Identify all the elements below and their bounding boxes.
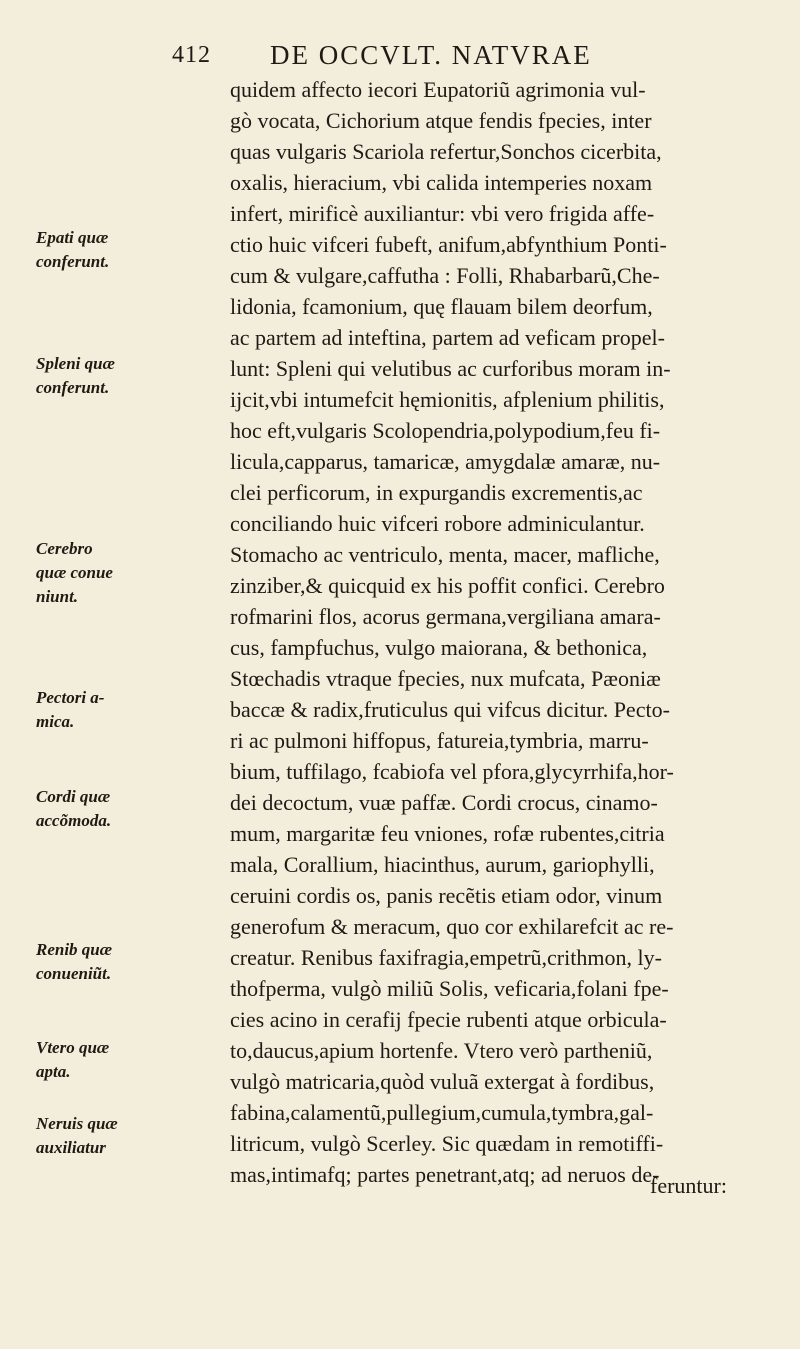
margin-note-line: Cordi quæ bbox=[36, 787, 111, 806]
page-number: 412 bbox=[172, 42, 211, 68]
text-line: mas,intimafq; partes penetrant,atq; ad neruos de- bbox=[230, 1162, 660, 1187]
text-line: quidem affecto iecori Eupatoriũ agrimonia vul- bbox=[230, 77, 646, 102]
margin-note-line: apta. bbox=[36, 1062, 71, 1081]
margin-note-line: quæ conue bbox=[36, 563, 113, 582]
text-line: generofum & meracum, quo cor exhilarefcit ac re- bbox=[230, 914, 674, 939]
text-line: mum, margaritæ feu vniones, rofæ rubentes,citria bbox=[230, 821, 665, 846]
text-line: litricum, vulgò Scerley. Sic quædam in remotiffi- bbox=[230, 1131, 664, 1156]
text-line: quas vulgaris Scariola refertur,Sonchos cicerbita, bbox=[230, 139, 662, 164]
text-line: zinziber,& quicquid ex his poffit confici. Cerebro bbox=[230, 573, 665, 598]
margin-note-line: conferunt. bbox=[36, 378, 110, 397]
text-line: bium, tuffilago, fcabiofa vel pfora,glycyrrhifa,hor- bbox=[230, 759, 674, 784]
margin-note-line: auxiliatur bbox=[36, 1138, 106, 1157]
margin-note-epati bbox=[36, 226, 176, 274]
text-line: clei perficorum, in expurgandis excrementis,ac bbox=[230, 480, 643, 505]
margin-note-cordi bbox=[36, 785, 176, 833]
text-line: thofperma, vulgò miliũ Solis, veficaria,folani fpe- bbox=[230, 976, 669, 1001]
text-line: ceruini cordis os, panis recẽtis etiam odor, vinum bbox=[230, 883, 663, 908]
text-line: lidonia, fcamonium, quę flauam bilem deorfum, bbox=[230, 294, 653, 319]
margin-note-pectori bbox=[36, 686, 176, 734]
text-line: dei decoctum, vuæ paffæ. Cordi crocus, cinamo- bbox=[230, 790, 658, 815]
text-line: cum & vulgare,caffutha : Folli, Rhabarbarũ,Che- bbox=[230, 263, 660, 288]
text-line: lunt: Spleni qui velutibus ac curforibus moram in- bbox=[230, 356, 671, 381]
text-line: ctio huic vifceri fubeft, anifum,abfynthium Ponti- bbox=[230, 232, 667, 257]
text-line: to,daucus,apium hortenfe. Vtero verò partheniũ, bbox=[230, 1038, 653, 1063]
margin-note-line: Cerebro bbox=[36, 539, 93, 558]
text-line: ac partem ad inteftina, partem ad veficam propel- bbox=[230, 325, 665, 350]
text-line: ri ac pulmoni hiffopus, fatureia,tymbria, marru- bbox=[230, 728, 649, 753]
margin-note-renib bbox=[36, 938, 176, 986]
text-line: rofmarini flos, acorus germana,vergiliana amara- bbox=[230, 604, 661, 629]
margin-note-cerebro bbox=[36, 537, 176, 609]
text-line: hoc eft,vulgaris Scolopendria,polypodium,feu fi- bbox=[230, 418, 661, 443]
margin-note-neruis bbox=[36, 1112, 176, 1160]
text-line: oxalis, hieracium, vbi calida intemperies noxam bbox=[230, 170, 653, 195]
margin-note-line: conueniũt. bbox=[36, 964, 112, 983]
text-line: cus, fampfuchus, vulgo maiorana, & bethonica, bbox=[230, 635, 648, 660]
margin-note-line: Pectori a- bbox=[36, 688, 105, 707]
text-line: vulgò matricaria,quòd vuluã extergat à fordibus, bbox=[230, 1069, 655, 1094]
text-line: conciliando huic vifceri robore adminiculantur. bbox=[230, 511, 645, 536]
margin-note-spleni bbox=[36, 352, 176, 400]
text-line: gò vocata, Cichorium atque fendis fpecies, inter bbox=[230, 108, 652, 133]
margin-note-line: niunt. bbox=[36, 587, 79, 606]
text-line: Stomacho ac ventriculo, menta, macer, mafliche, bbox=[230, 542, 660, 567]
running-title: DE OCCVLT. NATVRAE bbox=[270, 40, 592, 70]
page-header bbox=[172, 40, 742, 74]
margin-note-vtero bbox=[36, 1036, 176, 1084]
text-line: baccæ & radix,fruticulus qui vifcus dicitur. Pecto- bbox=[230, 697, 670, 722]
text-line: creatur. Renibus faxifragia,empetrũ,crithmon, ly- bbox=[230, 945, 662, 970]
margin-note-line: Renib quæ bbox=[36, 940, 113, 959]
margin-note-line: Epati quæ bbox=[36, 228, 109, 247]
margin-note-line: Vtero quæ bbox=[36, 1038, 110, 1057]
text-line: infert, mirificè auxiliantur: vbi vero frigida affe- bbox=[230, 201, 655, 226]
catchword: feruntur: bbox=[650, 1173, 727, 1198]
text-line: cies acino in cerafij fpecie rubenti atque orbicula- bbox=[230, 1007, 667, 1032]
margin-note-line: conferunt. bbox=[36, 252, 110, 271]
margin-note-line: accõmoda. bbox=[36, 811, 112, 830]
text-line: licula,capparus, tamaricæ, amygdalæ amaræ, nu- bbox=[230, 449, 661, 474]
text-line: Stœchadis vtraque fpecies, nux mufcata, Pæoniæ bbox=[230, 666, 661, 691]
margin-note-line: Spleni quæ bbox=[36, 354, 115, 373]
text-line: fabina,calamentũ,pullegium,cumula,tymbra,gal- bbox=[230, 1100, 654, 1125]
text-line: ijcit,vbi intumefcit hęmionitis, afplenium philitis, bbox=[230, 387, 665, 412]
margin-note-line: Neruis quæ bbox=[36, 1114, 118, 1133]
text-line: mala, Corallium, hiacinthus, aurum, gariophylli, bbox=[230, 852, 655, 877]
margin-note-line: mica. bbox=[36, 712, 75, 731]
